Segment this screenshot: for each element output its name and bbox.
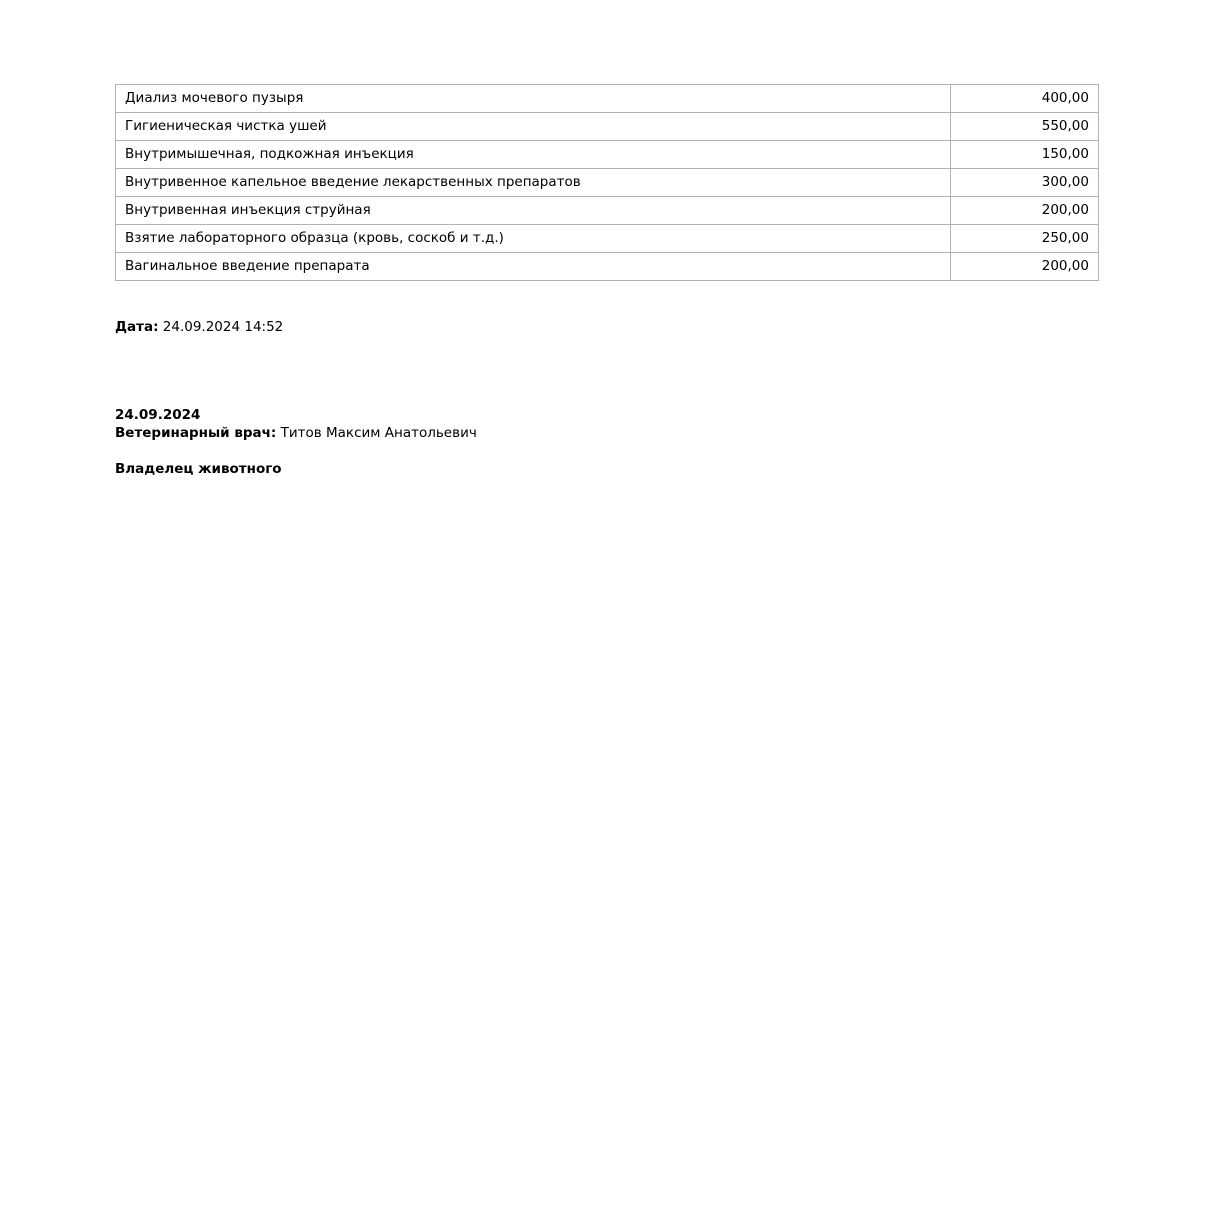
date-line	[115, 318, 1099, 336]
owner-label: Владелец животного	[115, 461, 282, 477]
service-name: Взятие лабораторного образца (кровь, соскоб и т.д.)	[116, 225, 951, 253]
table-row	[116, 169, 1099, 197]
table-row	[116, 141, 1099, 169]
vet-name: Титов Максим Анатольевич	[280, 425, 477, 441]
signature-date: 24.09.2024	[115, 407, 201, 423]
service-price: 200,00	[951, 197, 1099, 225]
services-table	[115, 84, 1099, 281]
date-label: Дата:	[115, 319, 159, 335]
service-name: Внутривенное капельное введение лекарственных препаратов	[116, 169, 951, 197]
service-name: Внутривенная инъекция струйная	[116, 197, 951, 225]
table-row	[116, 253, 1099, 281]
service-price: 550,00	[951, 113, 1099, 141]
vet-line	[115, 424, 1099, 442]
document-page	[115, 84, 1099, 478]
table-row	[116, 225, 1099, 253]
service-name: Гигиеническая чистка ушей	[116, 113, 951, 141]
signature-block	[115, 406, 1099, 478]
service-name: Диализ мочевого пузыря	[116, 85, 951, 113]
service-price: 200,00	[951, 253, 1099, 281]
table-row	[116, 197, 1099, 225]
service-price: 250,00	[951, 225, 1099, 253]
service-price: 300,00	[951, 169, 1099, 197]
table-row	[116, 85, 1099, 113]
date-value: 24.09.2024 14:52	[162, 319, 284, 335]
service-name: Внутримышечная, подкожная инъекция	[116, 141, 951, 169]
table-row	[116, 113, 1099, 141]
service-price: 150,00	[951, 141, 1099, 169]
service-name: Вагинальное введение препарата	[116, 253, 951, 281]
service-price: 400,00	[951, 85, 1099, 113]
vet-label: Ветеринарный врач:	[115, 425, 277, 441]
